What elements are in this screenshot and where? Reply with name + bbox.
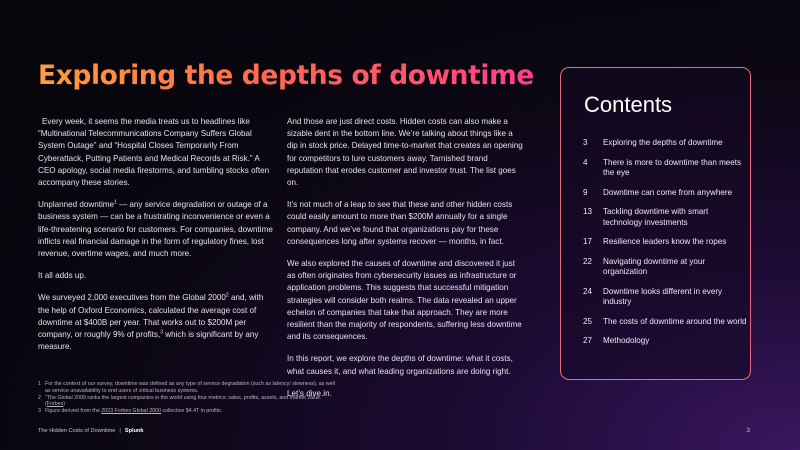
forbes-global-2000-link[interactable]: 2023 Forbes Global 2000 — [101, 408, 162, 415]
page-number: 3 — [746, 427, 750, 434]
toc-item[interactable] — [583, 237, 748, 248]
paragraph-headlines: Every week, it seems the media treats us to headlines like “Multinational Telecommunications Company Suffers Global System Outage” and “Hospital Closes Temporarily From Cyberattack, Putting Patients and Medical Records at Risk.” A CEO apology, social media firestorms, and tumbling stocks often accompany these stories. — [38, 117, 270, 188]
footnote-1 — [38, 381, 338, 395]
toc-item-title: There is more to downtime than meets the eye — [603, 157, 742, 177]
toc-item-title: Methodology — [603, 336, 650, 345]
contents-list — [583, 138, 748, 347]
text-fragment: We surveyed 2,000 executives from the Global 2000 — [38, 293, 226, 303]
footnote-ref-3[interactable]: 3 — [160, 329, 163, 336]
toc-item-title: Tackling downtime with smart technology investments — [603, 207, 709, 227]
toc-item-title: Downtime looks different in every industry — [603, 286, 723, 306]
footnote-3 — [38, 408, 338, 415]
toc-item[interactable] — [583, 158, 748, 179]
text-fragment: and, with the help of Oxford Economics, calculated the average cost of downtime at $400B per year. That works out to $200M per company, or roughly 9% of profits, — [38, 293, 264, 340]
contents-heading: Contents — [584, 92, 673, 117]
toc-page-number: 4 — [583, 157, 588, 167]
footnote-text — [45, 408, 222, 415]
toc-page-number: 13 — [583, 207, 593, 216]
footnote-ref-2[interactable]: 2 — [225, 292, 229, 299]
paragraph-survey — [38, 292, 276, 353]
toc-item-title: Resilience leaders know the ropes — [603, 237, 727, 246]
toc-item[interactable] — [583, 257, 748, 278]
paragraph-it-adds-up: It all adds up. — [38, 271, 87, 281]
toc-item[interactable] — [583, 336, 748, 347]
toc-item[interactable] — [583, 188, 748, 199]
toc-page-number: 25 — [583, 316, 593, 326]
toc-item[interactable] — [583, 207, 748, 228]
footer-doc-title: The Hidden Costs of Downtime — [38, 428, 116, 434]
paragraph-dive-in: Let’s dive in. — [287, 388, 332, 398]
footnote-ref-1[interactable]: 1 — [114, 199, 117, 206]
footer-separator: | — [119, 428, 121, 434]
text-fragment: “The Global 2000 ranks the largest companies in the world using four metrics: sales, profits, assets, and market value.” ( — [45, 394, 324, 408]
text-fragment: Unplanned downtime — [38, 200, 115, 210]
toc-item-title: Downtime can come from anywhere — [603, 187, 733, 197]
paragraph-causes: We also explored the causes of downtime and discovered it just as often originates from cybersecurity issues as infrastructure or application problems. This suggests that successful mitigation strategies will consider both realms. The data revealed an upper echelon of companies that take that approach. They are more resilient than the majority of respondents, suffering less downtime and its consequences. — [287, 259, 522, 342]
toc-item[interactable] — [583, 317, 748, 328]
footnote-number: 1 — [38, 381, 41, 387]
footnote-text: For the context of our survey, downtime was defined as any type of service degradation (such as latency/ slowness), as well as service unavailability to end users of critical business systems. — [45, 381, 335, 394]
body-column-right — [287, 116, 525, 410]
footer — [38, 428, 144, 434]
toc-page-number: 3 — [583, 138, 588, 147]
paragraph-unplanned-downtime — [38, 199, 276, 260]
toc-item-title: Navigating downtime at your organization — [603, 256, 706, 276]
toc-item-title: The costs of downtime around the world — [603, 316, 747, 326]
forbes-link[interactable]: Forbes — [46, 401, 64, 408]
toc-item[interactable] — [583, 138, 748, 149]
footnote-2 — [38, 395, 338, 409]
toc-page-number: 27 — [583, 336, 593, 345]
text-fragment: which is significant by any measure. — [38, 330, 259, 352]
text-fragment: ) — [63, 401, 66, 408]
paragraph-in-this-report: In this report, we explore the depths of downtime: what it costs, what causes it, and what leading organizations are doing right. — [287, 354, 513, 376]
toc-page-number: 24 — [583, 286, 593, 296]
footnotes — [38, 381, 338, 415]
toc-item[interactable] — [583, 287, 748, 308]
text-fragment: collective $4.4T in profits. — [161, 408, 223, 415]
toc-page-number: 22 — [583, 256, 593, 266]
footnote-number: 2 — [38, 394, 41, 401]
toc-page-number: 9 — [583, 187, 588, 197]
body-column-left — [38, 116, 276, 363]
footer-brand: Splunk — [124, 428, 144, 434]
footnote-text — [45, 395, 338, 409]
text-fragment: Figure derived from the — [45, 408, 102, 415]
paragraph-hidden-costs: And those are just direct costs. Hidden costs can also make a sizable dent in the bottom line. We’re talking about things like a dip in stock price. Delayed time-to-market that creates an opening for competitors to lure customers away. Tarnished brand reputation that erodes customer and investor trust. The list goes on. — [287, 117, 523, 188]
paragraph-leap: It’s not much of a leap to see that these and other hidden costs could easily amount to more than $200M annually for a single company. And we’ve found that organizations pay for these consequences long after systems recover — months, in fact. — [287, 200, 513, 246]
toc-page-number: 17 — [583, 237, 593, 246]
text-fragment: — any service degradation or outage of a business system — can be a frustrating inconvenience or even a life-threatening scenario for customers. For companies, downtime inflicts real financial damage in the form of regulatory fines, lost revenue, overtime wages, and much more. — [38, 200, 273, 259]
contents-panel — [560, 67, 751, 380]
toc-item-title: Exploring the depths of downtime — [603, 138, 723, 147]
footnote-number: 3 — [38, 408, 41, 415]
page-title: Exploring the depths of downtime — [38, 60, 534, 91]
